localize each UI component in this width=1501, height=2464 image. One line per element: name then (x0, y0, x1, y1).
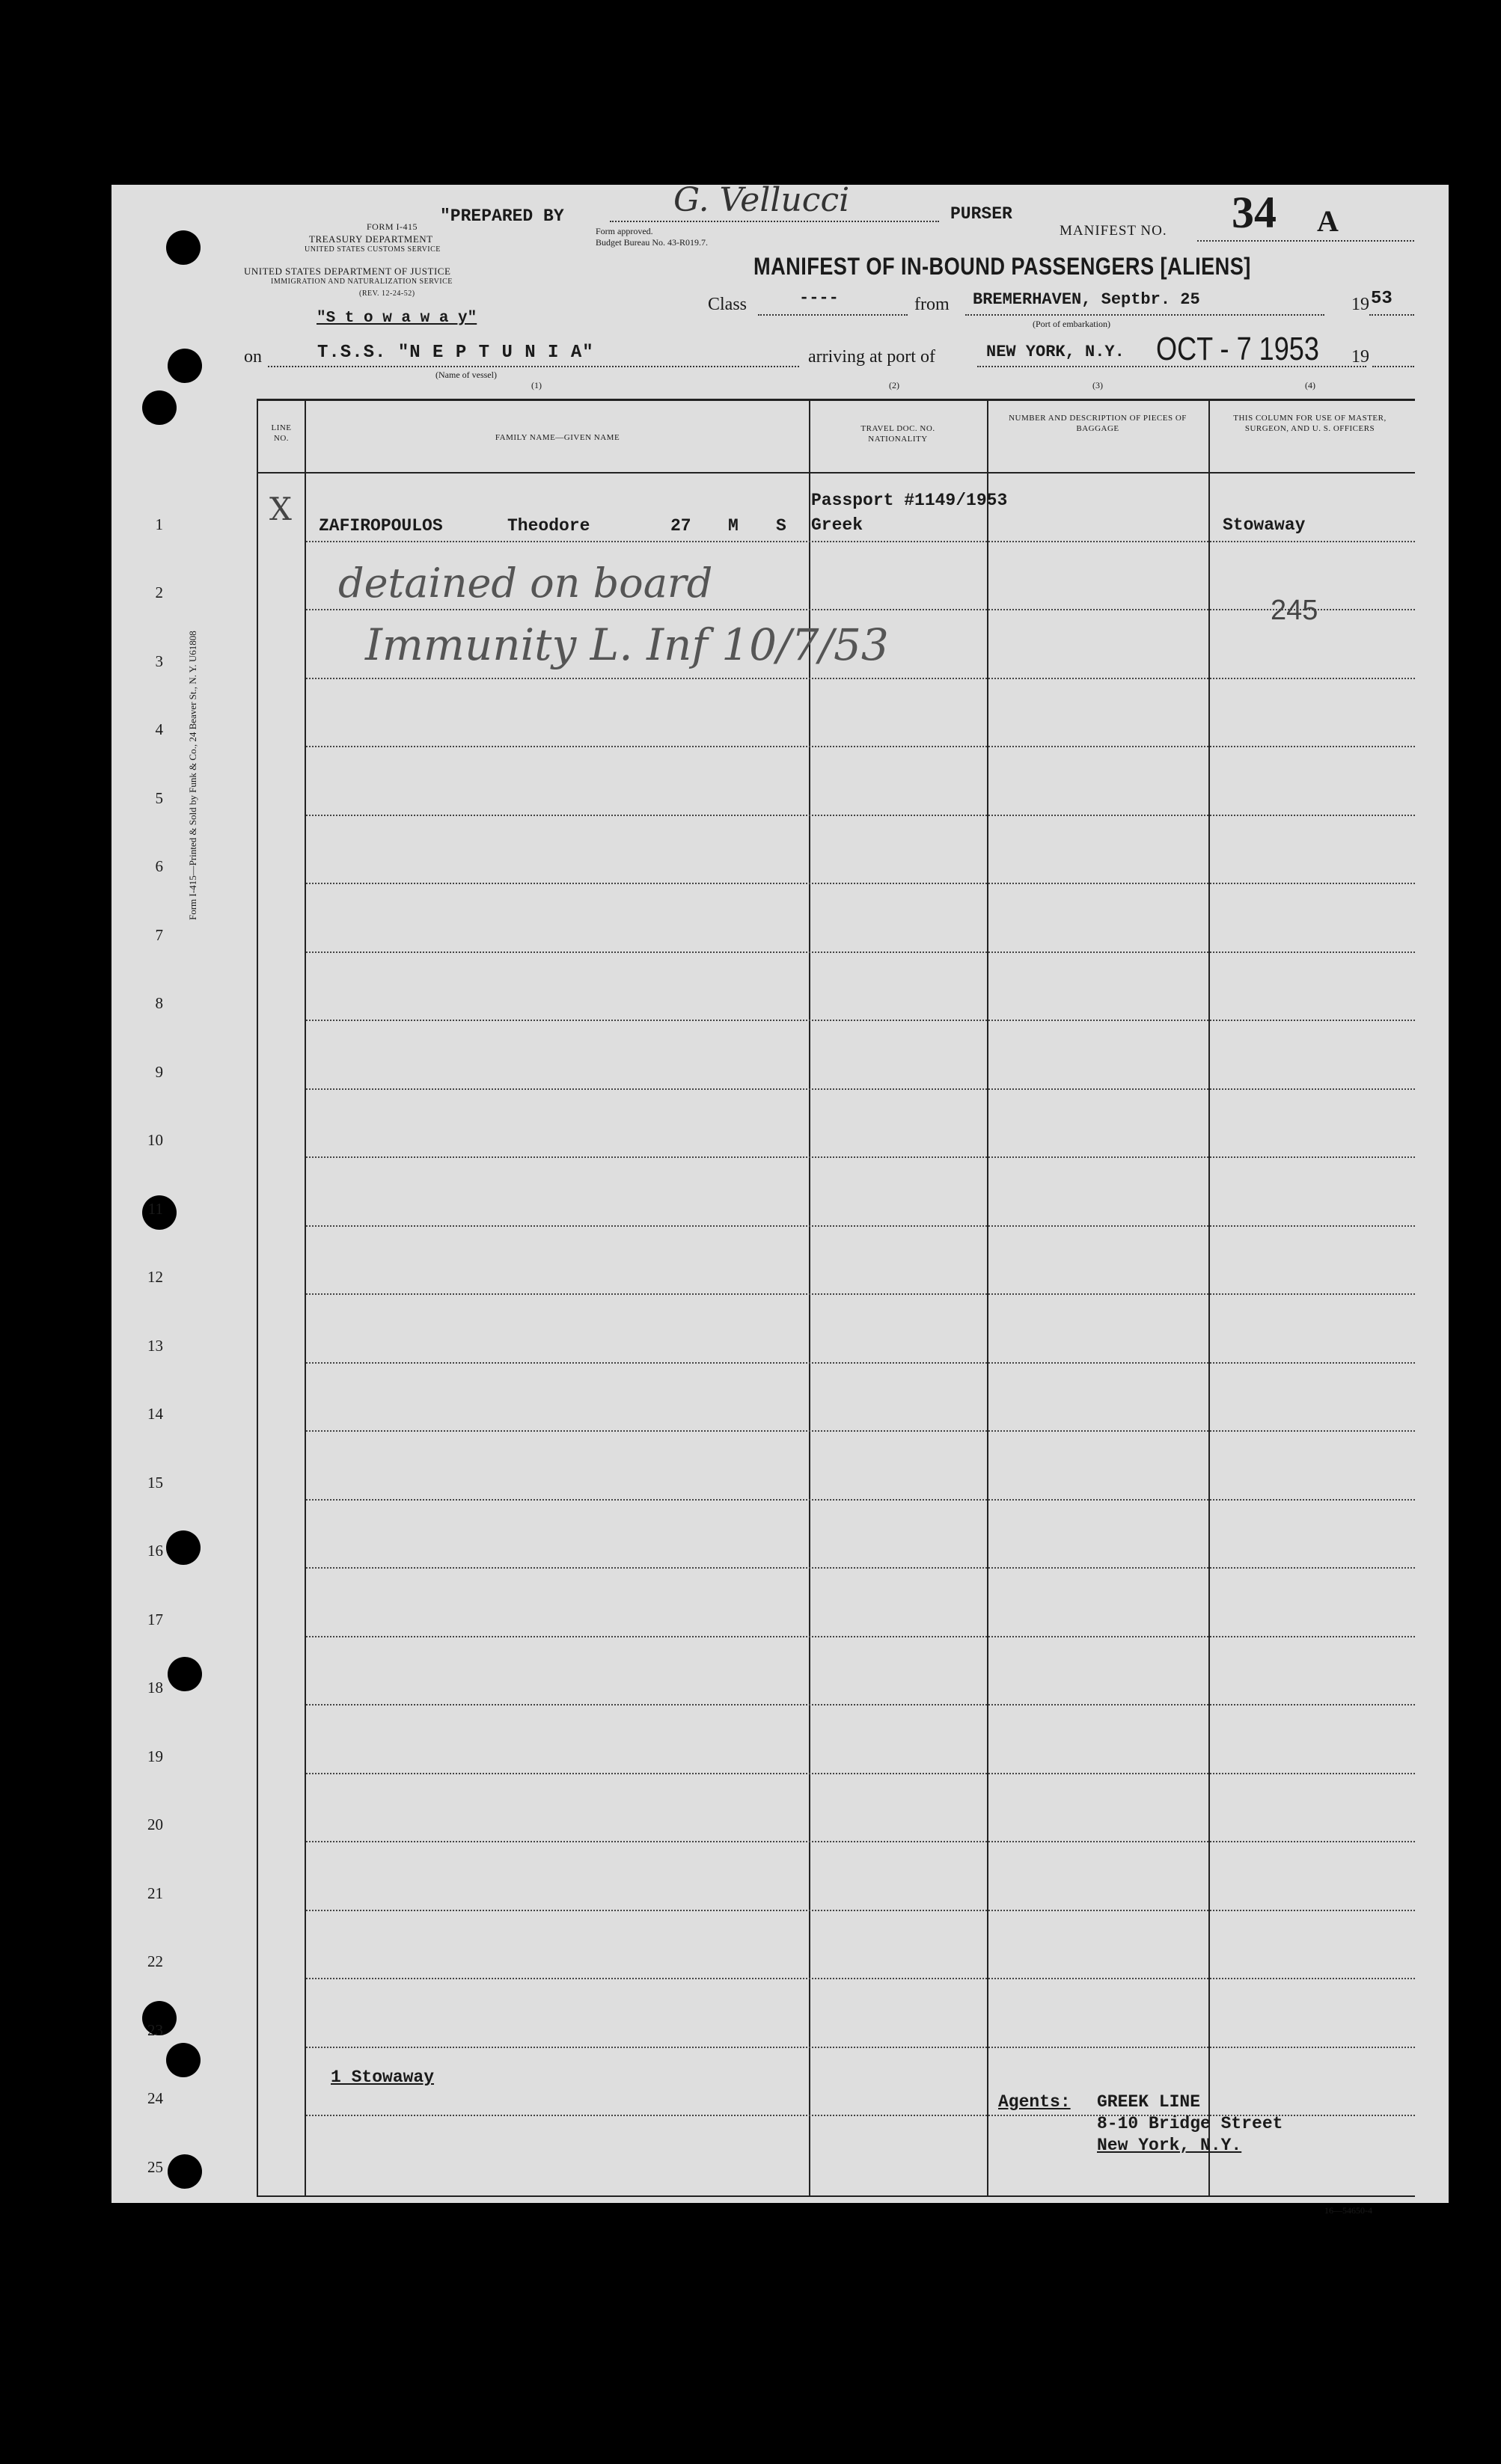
line-number: 21 (147, 1884, 163, 1902)
row-rule (306, 2047, 1415, 2048)
justice-dept: UNITED STATES DEPARTMENT OF JUSTICE (244, 266, 451, 277)
row-rule (306, 1841, 1415, 1842)
stowaway-label: "S t o w a w a y" (317, 310, 477, 327)
line-number: 5 (155, 788, 163, 807)
line-number: 22 (147, 1952, 163, 1970)
row-rule (306, 1567, 1415, 1569)
column-header-baggage: NUMBER AND DESCRIPTION OF PIECES OF BAGGAGE (1009, 414, 1187, 433)
col-divider-baggage (1208, 399, 1210, 2197)
year-suffix: 19 (1351, 347, 1369, 367)
officer-number: 245 (1271, 595, 1318, 626)
ins-service: IMMIGRATION AND NATURALIZATION SERVICE (271, 278, 453, 286)
header-bottom-border (257, 472, 1415, 474)
line-number: 9 (155, 1062, 163, 1081)
row-rule (306, 746, 1415, 747)
from-line (965, 314, 1324, 316)
row-rule (306, 609, 1415, 610)
row-rule (306, 815, 1415, 816)
column-header-travel-doc: TRAVEL DOC. NO. NATIONALITY (860, 424, 935, 444)
row-rule (306, 1293, 1415, 1295)
row-rule (306, 1636, 1415, 1637)
row-rule (306, 1156, 1415, 1158)
on-label: on (244, 347, 262, 367)
col-divider-line (305, 399, 306, 2197)
budget-bureau: Budget Bureau No. 43-R019.7. (596, 237, 708, 248)
col-number-4: (4) (1305, 380, 1315, 390)
vessel-caption: (Name of vessel) (435, 370, 497, 380)
col-divider-doc (987, 399, 988, 2197)
column-header-line-no: LINE NO. (271, 423, 292, 443)
line-number: 16 (147, 1542, 163, 1560)
manifest-no-line (1197, 240, 1414, 242)
row-rule (306, 1910, 1415, 1911)
customs-service: UNITED STATES CUSTOMS SERVICE (305, 245, 441, 254)
manifest-suffix: A (1317, 204, 1339, 238)
given-name: Theodore (507, 516, 590, 536)
handwritten-note-2: Immunity L. Inf 10/7/53 (365, 619, 889, 670)
line-number: 12 (147, 1268, 163, 1286)
row-rule (306, 1499, 1415, 1501)
row-rule (306, 1704, 1415, 1706)
line-number: 4 (155, 720, 163, 738)
line-number: 7 (155, 925, 163, 944)
line-number: 13 (147, 1336, 163, 1355)
year-suffix-line (1372, 366, 1414, 367)
class-label: Class (708, 295, 748, 314)
line-number: 15 (147, 1473, 163, 1492)
manifest-no-label: MANIFEST NO. (1060, 223, 1167, 239)
table-bottom-border (257, 2195, 1415, 2197)
column-header-name: FAMILY NAME—GIVEN NAME (495, 433, 620, 442)
form-approved: Form approved. (596, 226, 653, 236)
binder-hole (142, 390, 177, 425)
manifest-page (111, 185, 1449, 2203)
sex: M (728, 516, 739, 536)
age: 27 (670, 516, 691, 536)
line-number: 3 (155, 652, 163, 670)
binder-hole (168, 349, 202, 383)
line-number: 24 (147, 2089, 163, 2107)
arriving-label: arriving at port of (808, 347, 935, 367)
arrival-port: NEW YORK, N.Y. (986, 343, 1125, 361)
purser-label: PURSER (950, 204, 1012, 224)
embarkation-port: BREMERHAVEN, Septbr. 25 (973, 290, 1200, 309)
row-rule (306, 1978, 1415, 1979)
handwritten-note-1: detained on board (338, 560, 713, 607)
signature: G. Vellucci (673, 181, 850, 219)
line-number: 10 (147, 1131, 163, 1149)
binder-hole (166, 1530, 201, 1565)
row-rule (306, 1020, 1415, 1021)
marital-status: S (776, 516, 786, 536)
class-line (758, 314, 908, 316)
treasury-dept: TREASURY DEPARTMENT (309, 233, 433, 245)
arriving-line (977, 366, 1366, 367)
line-number: 11 (147, 1199, 163, 1218)
check-mark: X (269, 491, 292, 527)
agent-name: GREEK LINE (1097, 2092, 1201, 2112)
manifest-number: 34 (1232, 188, 1277, 237)
line-number: 18 (147, 1679, 163, 1697)
vessel-line (268, 366, 799, 367)
line-number: 20 (147, 1815, 163, 1833)
row-rule (306, 678, 1415, 679)
printer-imprint: Form I-415—Printed & Sold by Funk & Co., 24 Beaver St., N. Y. U61808 (187, 631, 198, 920)
row-rule (306, 1362, 1415, 1364)
col-number-2: (2) (889, 380, 899, 390)
revision: (REV. 12-24-52) (359, 289, 415, 298)
col-number-3: (3) (1092, 380, 1103, 390)
line-number: 2 (155, 583, 163, 601)
year-prefix: 19 (1351, 295, 1369, 314)
line-number: 14 (147, 1405, 163, 1423)
class-value: ---- (799, 289, 839, 307)
binder-hole (166, 2043, 201, 2077)
page-title: MANIFEST OF IN-BOUND PASSENGERS [ALIENS] (753, 253, 1251, 280)
table-top-border (257, 399, 1415, 401)
row-rule (306, 1088, 1415, 1090)
nationality: Greek (811, 515, 863, 535)
departure-year: 53 (1371, 289, 1393, 309)
table-left-border (257, 399, 258, 2197)
col-number-1: (1) (531, 380, 542, 390)
port-embark-caption: (Port of embarkation) (1033, 319, 1110, 329)
line-number: 23 (147, 2020, 163, 2039)
row-rule (306, 883, 1415, 884)
line-number: 17 (147, 1610, 163, 1628)
row-rule (306, 541, 1415, 542)
form-number: FORM I-415 (367, 221, 418, 232)
from-label: from (914, 295, 950, 314)
agents-label: Agents: (998, 2092, 1071, 2112)
row-rule (306, 951, 1415, 953)
arrival-date-stamp: OCT - 7 1953 (1156, 331, 1319, 367)
binder-hole (168, 2154, 202, 2189)
binder-hole (166, 230, 201, 265)
line-number: 1 (155, 515, 163, 533)
row-rule (306, 1225, 1415, 1227)
row-rule (306, 1430, 1415, 1432)
print-code: 16—54650-4 (1324, 2205, 1372, 2216)
prepared-by-label: "PREPARED BY (440, 206, 564, 226)
vessel-name: T.S.S. "N E P T U N I A" (317, 343, 594, 363)
passenger-total: 1 Stowaway (331, 2068, 435, 2087)
line-number: 6 (155, 857, 163, 875)
line-number: 19 (147, 1747, 163, 1765)
officer-note: Stowaway (1223, 515, 1306, 535)
family-name: ZAFIROPOULOS (319, 516, 443, 536)
binder-hole (168, 1657, 202, 1691)
year-line (1369, 314, 1414, 316)
line-number: 25 (147, 2157, 163, 2176)
column-header-officers: THIS COLUMN FOR USE OF MASTER, SURGEON, AND U. S. OFFICERS (1233, 414, 1387, 433)
passport-number: Passport #1149/1953 (811, 491, 1008, 510)
row-rule (306, 1773, 1415, 1774)
line-number: 8 (155, 994, 163, 1012)
signature-line (610, 221, 939, 222)
agent-address-line1: 8-10 Bridge Street (1097, 2114, 1283, 2133)
agent-address-line2: New York, N.Y. (1097, 2136, 1242, 2155)
